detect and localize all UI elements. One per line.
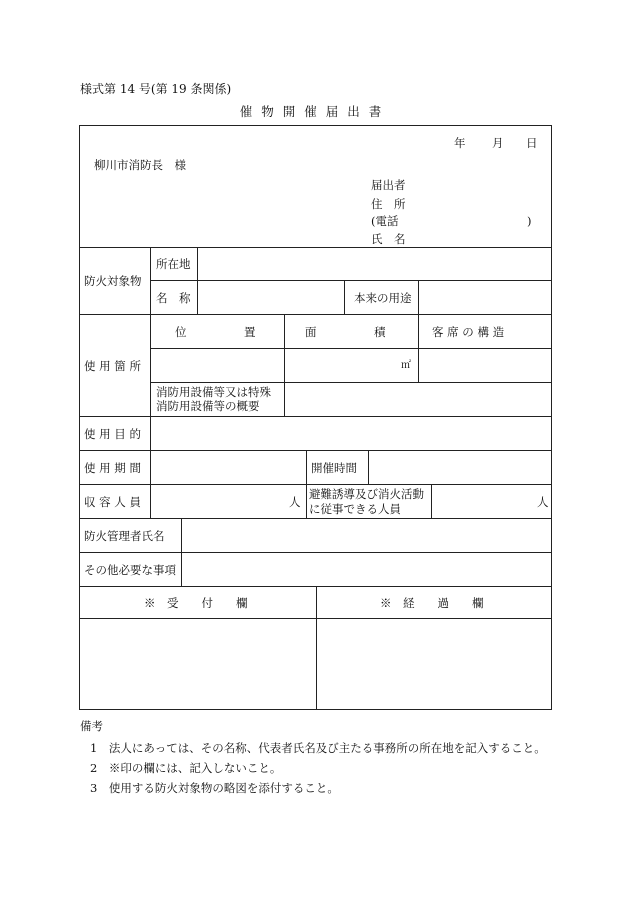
location-label: 所在地 <box>156 257 191 271</box>
form-number: 様式第 14 号(第 19 条関係) <box>80 82 232 96</box>
col-divider <box>284 314 285 416</box>
col-divider <box>150 247 151 450</box>
place-label: 使 用 箇 所 <box>84 359 141 373</box>
period-label: 使 用 期 間 <box>84 461 141 475</box>
col-divider <box>344 280 345 314</box>
col-divider <box>150 450 151 484</box>
note-item: 3 使用する防火対象物の略図を添付すること。 <box>90 781 339 795</box>
area-unit: ㎡ <box>401 360 411 371</box>
col-divider <box>150 484 151 518</box>
phone-label: (電話 <box>371 214 399 228</box>
col-divider <box>181 518 182 586</box>
day-label: 日 <box>526 136 538 150</box>
addressee: 柳川市消防長 様 <box>94 158 186 172</box>
note-item: 2 ※印の欄には、記入しないこと。 <box>90 761 282 775</box>
col-divider <box>418 280 419 314</box>
col-divider <box>418 314 419 382</box>
row-divider <box>150 382 551 383</box>
month-label: 月 <box>492 136 504 150</box>
notes-heading: 備考 <box>80 719 103 733</box>
original-use-label: 本来の用途 <box>354 291 412 305</box>
col-divider <box>368 450 369 484</box>
area-header: 面 積 <box>305 325 386 339</box>
capacity-unit: 人 <box>289 495 301 509</box>
col-divider <box>431 484 432 518</box>
evacuation-line1: 避難誘導及び消火活動 <box>309 487 424 501</box>
notifier-label: 届出者 <box>371 178 406 192</box>
manager-label: 防火管理者氏名 <box>84 529 165 543</box>
capacity-label: 収 容 人 員 <box>84 495 141 509</box>
col-divider <box>316 586 317 709</box>
equipment-line2: 消防用設備等の概要 <box>156 399 260 413</box>
position-header: 位 置 <box>175 325 256 339</box>
purpose-label: 使 用 目 的 <box>84 427 141 441</box>
progress-header: ※ 経 過 欄 <box>380 596 484 610</box>
year-label: 年 <box>454 136 466 150</box>
reception-header: ※ 受 付 欄 <box>144 596 248 610</box>
row-divider <box>80 552 551 553</box>
name-label: 氏 名 <box>371 232 406 246</box>
form-title: 催物開催届出書 <box>239 104 391 119</box>
equipment-line1: 消防用設備等又は特殊 <box>156 385 271 399</box>
address-label: 住 所 <box>371 197 406 211</box>
target-label: 防火対象物 <box>84 274 142 288</box>
evacuation-line2: に従事できる人員 <box>309 502 401 516</box>
row-divider <box>150 280 551 281</box>
seating-header: 客 席 の 構 造 <box>432 325 505 339</box>
other-label: その他必要な事項 <box>84 563 176 577</box>
col-divider <box>306 450 307 518</box>
row-divider <box>80 518 551 519</box>
form-table <box>79 125 552 710</box>
hours-label: 開催時間 <box>311 461 357 475</box>
target-name-label: 名 称 <box>156 291 191 305</box>
col-divider <box>197 247 198 314</box>
row-divider <box>150 348 551 349</box>
note-item: 1 法人にあっては、その名称、代表者氏名及び主たる事務所の所在地を記入すること。 <box>90 741 546 755</box>
evacuation-unit: 人 <box>537 495 549 509</box>
phone-close: ) <box>527 214 532 228</box>
